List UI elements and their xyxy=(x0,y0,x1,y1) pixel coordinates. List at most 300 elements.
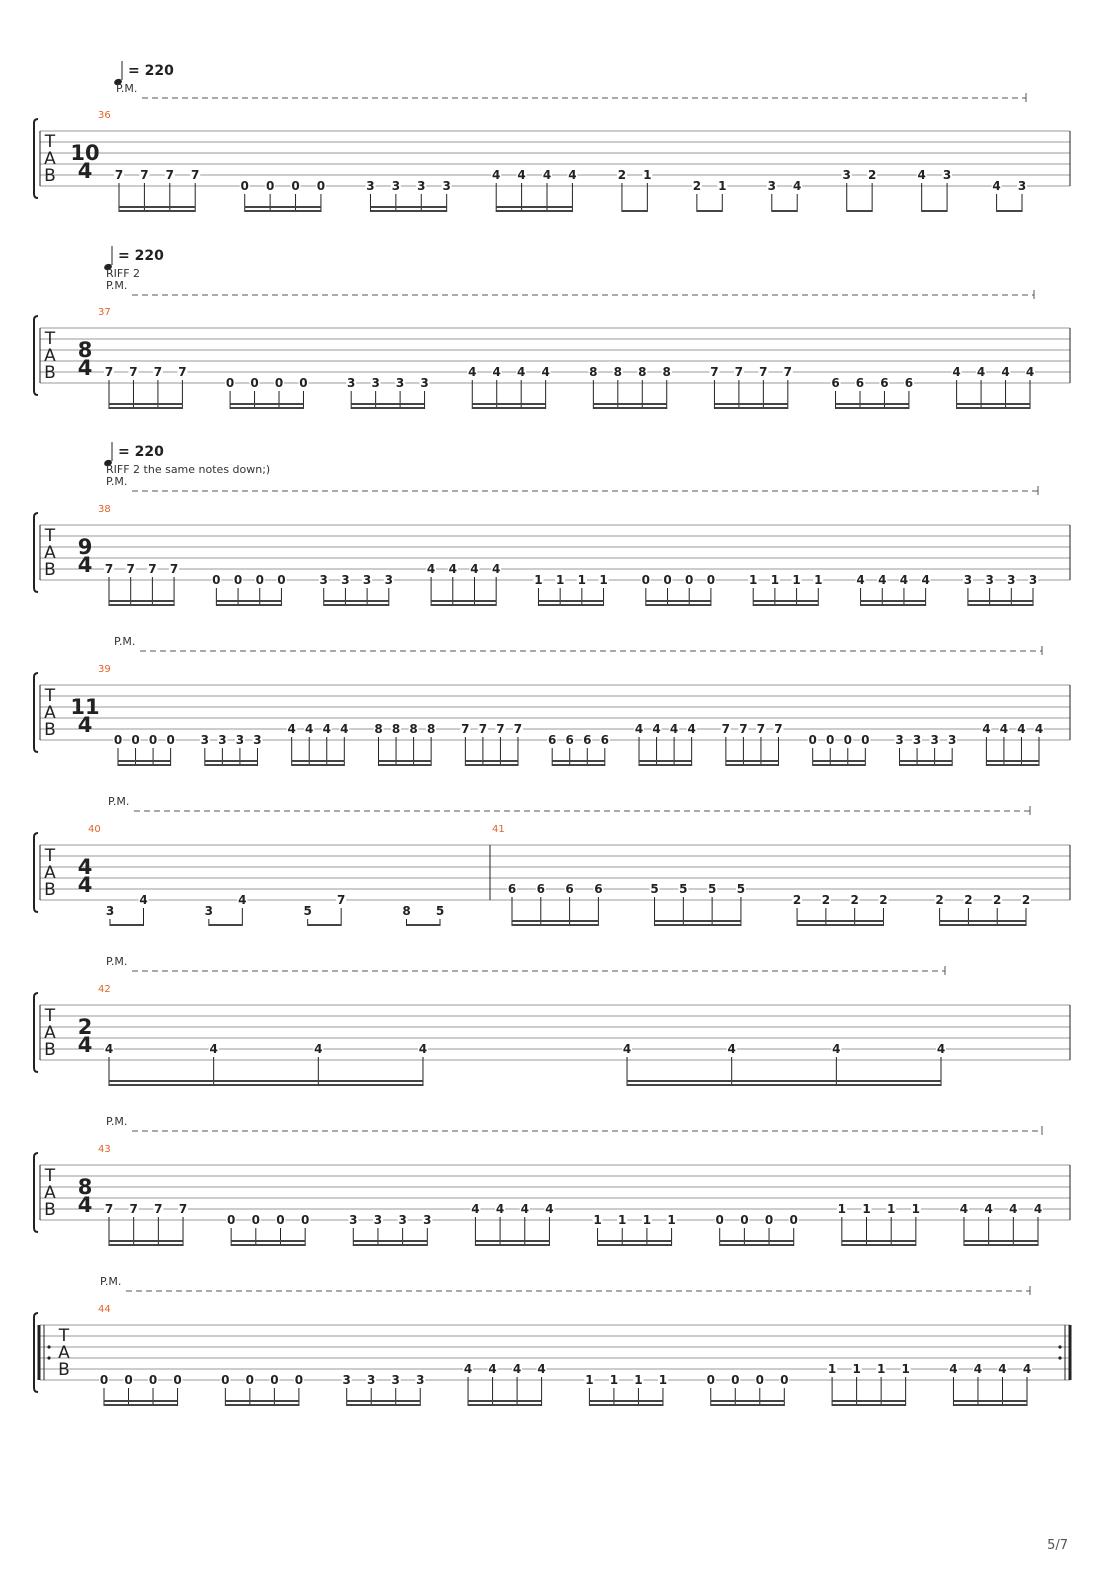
fret-number: 4 xyxy=(793,179,802,193)
fret-number: 4 xyxy=(921,573,930,587)
beam-group xyxy=(342,1373,426,1406)
tab-clef-b: B xyxy=(44,880,56,900)
fret-number: 1 xyxy=(593,1213,602,1227)
fret-number: 0 xyxy=(706,573,716,587)
tab-clef-b: B xyxy=(44,720,56,740)
note-beam xyxy=(655,920,741,922)
fret-number: 7 xyxy=(169,562,179,576)
note-beam xyxy=(711,1400,785,1402)
fret-number: 4 xyxy=(832,1042,841,1056)
fret-number: 4 xyxy=(314,1042,323,1056)
fret-number: 7 xyxy=(126,562,135,576)
beam-group xyxy=(935,893,1031,926)
note-beam xyxy=(753,600,818,602)
beam-group xyxy=(113,733,176,766)
fret-number: 0 xyxy=(113,733,123,747)
note-beam xyxy=(861,600,926,602)
fret-number: 4 xyxy=(418,1042,428,1056)
fret-number: 4 xyxy=(1025,365,1035,379)
fret-number: 3 xyxy=(200,733,210,747)
beam-group xyxy=(593,1213,677,1246)
fret-number: 4 xyxy=(998,1362,1007,1376)
fret-number: 4 xyxy=(1034,722,1044,736)
fret-number: 7 xyxy=(756,722,766,736)
fret-number: 1 xyxy=(876,1362,886,1376)
note-beam xyxy=(598,1240,672,1242)
note-beam xyxy=(245,210,321,212)
fret-number: 7 xyxy=(104,365,114,379)
fret-number: 1 xyxy=(643,168,652,182)
fret-number: 4 xyxy=(949,1362,958,1376)
note-beam xyxy=(900,760,953,762)
note-beam xyxy=(922,210,947,212)
section-text: RIFF 2 xyxy=(106,267,141,280)
fret-number: 7 xyxy=(734,365,744,379)
measure-number: 38 xyxy=(98,504,111,515)
note-beam xyxy=(589,1404,663,1406)
fret-number: 5 xyxy=(736,882,746,896)
note-beam xyxy=(209,924,243,926)
fret-number: 6 xyxy=(565,733,574,747)
note-beam xyxy=(797,924,883,926)
fret-number: 7 xyxy=(496,722,505,736)
note-beam xyxy=(205,764,258,766)
tab-clef-t: T xyxy=(44,686,56,706)
time-signature-numerator: 4 xyxy=(77,855,93,879)
beam-group xyxy=(303,893,347,926)
beam-group xyxy=(204,893,248,926)
measure-number: 40 xyxy=(88,824,101,835)
beam-group xyxy=(547,733,610,766)
fret-number: 4 xyxy=(568,168,577,182)
time-signature-numerator: 10 xyxy=(70,141,100,165)
note-beam xyxy=(836,403,909,405)
palm-mute-label: P.M. xyxy=(106,475,128,488)
fret-number: 6 xyxy=(904,376,914,390)
time-signature-numerator: 8 xyxy=(77,338,93,362)
note-beam xyxy=(431,600,496,602)
tab-clef-b: B xyxy=(44,560,56,580)
note-beam xyxy=(353,1244,427,1246)
fret-number: 3 xyxy=(930,733,939,747)
repeat-dot xyxy=(1058,1356,1061,1359)
fret-number: 0 xyxy=(294,1373,304,1387)
fret-number: 4 xyxy=(899,573,909,587)
fret-number: 4 xyxy=(952,365,961,379)
fret-number: 7 xyxy=(129,1202,138,1216)
fret-number: 3 xyxy=(912,733,922,747)
beam-group xyxy=(748,573,823,606)
fret-number: 1 xyxy=(887,1202,896,1216)
tab-clef-a: A xyxy=(44,346,56,366)
note-beam xyxy=(351,407,424,409)
fret-number: 6 xyxy=(855,376,865,390)
fret-number: 0 xyxy=(225,376,235,390)
note-beam xyxy=(353,1240,427,1242)
fret-number: 4 xyxy=(470,562,479,576)
note-beam xyxy=(225,1400,299,1402)
measure-number: 44 xyxy=(98,1304,111,1315)
fret-number: 3 xyxy=(423,1213,432,1227)
fret-number: 0 xyxy=(740,1213,749,1227)
fret-number: 4 xyxy=(104,1042,114,1056)
note-beam xyxy=(997,210,1022,212)
fret-number: 3 xyxy=(235,733,245,747)
fret-number: 7 xyxy=(104,1202,114,1216)
fret-number: 3 xyxy=(384,573,393,587)
beam-group xyxy=(319,573,394,606)
fret-number: 1 xyxy=(827,1362,837,1376)
fret-number: 4 xyxy=(238,893,247,907)
fret-number: 5 xyxy=(435,904,445,918)
tab-clef-b: B xyxy=(44,1040,56,1060)
fret-number: 0 xyxy=(300,1213,310,1227)
fret-number: 7 xyxy=(739,722,748,736)
fret-number: 7 xyxy=(774,722,783,736)
note-beam xyxy=(496,206,572,208)
fret-number: 7 xyxy=(148,562,157,576)
fret-number: 5 xyxy=(707,882,717,896)
note-beam xyxy=(538,604,603,606)
note-beam xyxy=(646,600,711,602)
fret-number: 0 xyxy=(226,1213,236,1227)
note-beam xyxy=(109,407,182,409)
system-bracket xyxy=(34,993,38,1072)
beam-group xyxy=(533,573,608,606)
palm-mute-label: P.M. xyxy=(108,795,130,808)
measure-number: 37 xyxy=(98,307,111,318)
fret-number: 4 xyxy=(542,168,552,182)
note-beam xyxy=(119,210,195,212)
repeat-dot xyxy=(47,1345,50,1348)
fret-number: 4 xyxy=(545,1202,554,1216)
fret-number: 8 xyxy=(662,365,671,379)
fret-number: 0 xyxy=(861,733,870,747)
fret-number: 7 xyxy=(783,365,793,379)
fret-number: 8 xyxy=(391,722,401,736)
fret-number: 4 xyxy=(471,1202,480,1216)
fret-number: 3 xyxy=(963,573,973,587)
note-beam xyxy=(231,1240,305,1242)
fret-number: 4 xyxy=(491,562,501,576)
note-beam xyxy=(109,604,174,606)
beam-group xyxy=(348,1213,432,1246)
note-beam xyxy=(347,1400,421,1402)
fret-number: 3 xyxy=(442,179,451,193)
beam-group xyxy=(584,1373,668,1406)
fret-number: 7 xyxy=(710,365,719,379)
fret-number: 3 xyxy=(767,179,776,193)
fret-number: 4 xyxy=(492,168,501,182)
system-bracket xyxy=(34,1153,38,1232)
note-beam xyxy=(109,403,182,405)
note-beam xyxy=(646,604,711,606)
tab-clef-t: T xyxy=(44,526,56,546)
beam-group xyxy=(715,1213,799,1246)
fret-number: 3 xyxy=(346,376,356,390)
tab-system xyxy=(34,635,1070,766)
fret-number: 7 xyxy=(461,722,470,736)
fret-number: 7 xyxy=(153,365,163,379)
beam-group xyxy=(99,1373,183,1406)
fret-number: 4 xyxy=(517,365,526,379)
fret-number: 4 xyxy=(287,722,296,736)
beam-group xyxy=(706,1373,790,1406)
fret-number: 3 xyxy=(362,573,372,587)
palm-mute-label: P.M. xyxy=(100,1275,122,1288)
beam-group xyxy=(401,904,445,926)
beam-group xyxy=(792,893,888,926)
tab-clef-a: A xyxy=(44,149,56,169)
tab-clef-t: T xyxy=(44,132,56,152)
note-beam xyxy=(370,206,446,208)
fret-number: 2 xyxy=(617,168,627,182)
fret-number: 4 xyxy=(520,1202,529,1216)
fret-number: 0 xyxy=(221,1373,230,1387)
beam-group xyxy=(346,376,429,409)
fret-number: 6 xyxy=(880,376,889,390)
note-beam xyxy=(465,764,518,766)
system-bracket xyxy=(34,119,38,198)
tab-clef-b: B xyxy=(58,1360,70,1380)
fret-number: 4 xyxy=(1009,1202,1018,1216)
fret-number: 3 xyxy=(341,573,350,587)
fret-number: 4 xyxy=(976,365,986,379)
note-beam xyxy=(593,403,666,405)
fret-number: 5 xyxy=(303,904,312,918)
fret-number: 8 xyxy=(589,365,598,379)
system-bracket xyxy=(34,673,38,752)
fret-number: 4 xyxy=(448,562,457,576)
tab-clef-a: A xyxy=(44,1023,56,1043)
beam-group xyxy=(226,1213,310,1246)
beam-group xyxy=(895,733,958,766)
note-beam xyxy=(940,920,1026,922)
time-signature-denominator: 4 xyxy=(77,713,93,737)
fret-number: 3 xyxy=(204,904,214,918)
beam-group xyxy=(365,179,451,212)
fret-number: 7 xyxy=(478,722,488,736)
note-beam xyxy=(216,600,281,602)
palm-mute-label: P.M. xyxy=(106,1115,128,1128)
fret-number: 4 xyxy=(305,722,314,736)
fret-number: 4 xyxy=(984,1202,993,1216)
fret-number: 3 xyxy=(417,179,426,193)
note-beam xyxy=(406,924,440,926)
fret-number: 4 xyxy=(541,365,550,379)
fret-number: 4 xyxy=(1017,722,1026,736)
note-beam xyxy=(697,210,722,212)
fret-number: 7 xyxy=(721,722,731,736)
note-beam xyxy=(379,760,432,762)
tab-clef-t: T xyxy=(44,846,56,866)
fret-number: 4 xyxy=(488,1362,497,1376)
tempo-marking: = 220 xyxy=(128,63,174,79)
note-beam xyxy=(753,604,818,606)
fret-number: 6 xyxy=(583,733,592,747)
fret-number: 3 xyxy=(371,376,380,390)
beam-group xyxy=(692,179,727,212)
tab-system xyxy=(34,795,1070,926)
tempo-marking: = 220 xyxy=(118,248,164,264)
system-bracket xyxy=(34,513,38,592)
time-signature-denominator: 4 xyxy=(77,1033,93,1057)
fret-number: 0 xyxy=(245,1373,255,1387)
tab-clef-a: A xyxy=(58,1343,70,1363)
fret-number: 2 xyxy=(935,893,944,907)
note-beam xyxy=(118,760,171,762)
tab-clef-a: A xyxy=(44,1183,56,1203)
fret-number: 2 xyxy=(821,893,831,907)
note-beam xyxy=(726,760,779,762)
fret-number: 3 xyxy=(253,733,262,747)
fret-number: 3 xyxy=(942,168,952,182)
fret-number: 3 xyxy=(842,168,851,182)
fret-number: 3 xyxy=(985,573,994,587)
note-beam xyxy=(308,924,342,926)
fret-number: 0 xyxy=(131,733,140,747)
tab-system xyxy=(34,246,1070,409)
fret-number: 1 xyxy=(642,1213,652,1227)
tab-system xyxy=(34,1275,1070,1406)
beam-group xyxy=(963,573,1038,606)
fret-number: 8 xyxy=(402,904,411,918)
fret-number: 5 xyxy=(650,882,659,896)
fret-number: 3 xyxy=(398,1213,407,1227)
fret-number: 2 xyxy=(879,893,888,907)
fret-number: 3 xyxy=(373,1213,383,1227)
note-beam xyxy=(842,1244,916,1246)
fret-number: 8 xyxy=(374,722,383,736)
fret-number: 4 xyxy=(512,1362,522,1376)
fret-number: 0 xyxy=(233,573,243,587)
note-beam xyxy=(205,760,258,762)
fret-number: 4 xyxy=(959,1202,969,1216)
fret-number: 0 xyxy=(663,573,672,587)
fret-number: 7 xyxy=(104,562,114,576)
fret-number: 1 xyxy=(770,573,780,587)
note-beam xyxy=(968,600,1033,602)
note-beam xyxy=(813,760,866,762)
fret-number: 0 xyxy=(316,179,326,193)
fret-number: 4 xyxy=(139,893,148,907)
fret-number: 1 xyxy=(862,1202,871,1216)
note-beam xyxy=(847,210,872,212)
note-beam xyxy=(431,604,496,606)
note-beam xyxy=(468,1400,542,1402)
fret-number: 4 xyxy=(992,179,1001,193)
note-beam xyxy=(957,403,1030,405)
fret-number: 1 xyxy=(555,573,565,587)
note-beam xyxy=(292,764,345,766)
note-beam xyxy=(986,764,1039,766)
fret-number: 0 xyxy=(270,1373,279,1387)
palm-mute-label: P.M. xyxy=(114,635,136,648)
fret-number: 0 xyxy=(780,1373,789,1387)
fret-number: 4 xyxy=(669,722,679,736)
note-beam xyxy=(772,210,797,212)
measure-number: 36 xyxy=(98,110,111,121)
note-beam xyxy=(109,600,174,602)
fret-number: 6 xyxy=(565,882,574,896)
measure-number: 41 xyxy=(492,824,505,835)
note-beam xyxy=(512,924,598,926)
note-beam xyxy=(953,1400,1027,1402)
system-bracket xyxy=(34,1313,38,1392)
fret-number: 0 xyxy=(148,1373,158,1387)
note-beam xyxy=(552,764,605,766)
time-signature-numerator: 9 xyxy=(77,535,93,559)
fret-number: 4 xyxy=(426,562,436,576)
fret-number: 0 xyxy=(299,376,308,390)
note-beam xyxy=(472,407,545,409)
tab-clef-t: T xyxy=(58,1326,70,1346)
fret-number: 4 xyxy=(495,1202,505,1216)
fret-number: 0 xyxy=(808,733,817,747)
fret-number: 0 xyxy=(277,573,286,587)
note-beam xyxy=(593,407,666,409)
note-beam xyxy=(292,760,345,762)
fret-number: 8 xyxy=(426,722,436,736)
fret-number: 2 xyxy=(692,179,702,193)
page-number: 5/7 xyxy=(1047,1538,1068,1553)
note-beam xyxy=(986,760,1039,762)
fret-number: 1 xyxy=(814,573,823,587)
note-beam xyxy=(655,924,741,926)
note-beam xyxy=(538,600,603,602)
fret-number: 0 xyxy=(265,179,275,193)
tab-clef-b: B xyxy=(44,1200,56,1220)
measure-number: 43 xyxy=(98,1144,111,1155)
note-beam xyxy=(324,604,389,606)
fret-number: 4 xyxy=(463,1362,473,1376)
tab-clef-b: B xyxy=(44,363,56,383)
note-beam xyxy=(496,210,572,212)
fret-number: 4 xyxy=(856,573,865,587)
note-beam xyxy=(720,1244,794,1246)
fret-number: 4 xyxy=(322,722,331,736)
note-beam xyxy=(324,600,389,602)
beam-group xyxy=(105,893,149,926)
note-beam xyxy=(832,1400,906,1402)
note-beam xyxy=(104,1400,178,1402)
fret-number: 4 xyxy=(936,1042,946,1056)
time-signature-denominator: 4 xyxy=(77,1193,93,1217)
tab-clef-a: A xyxy=(44,703,56,723)
tab-clef-t: T xyxy=(44,329,56,349)
note-beam xyxy=(726,764,779,766)
note-beam xyxy=(512,920,598,922)
fret-number: 2 xyxy=(850,893,859,907)
fret-number: 3 xyxy=(947,733,957,747)
fret-number: 4 xyxy=(878,573,887,587)
time-signature-denominator: 4 xyxy=(77,356,93,380)
fret-number: 3 xyxy=(395,376,405,390)
time-signature-numerator: 11 xyxy=(70,695,100,719)
note-beam xyxy=(720,1240,794,1242)
note-beam xyxy=(119,206,195,208)
note-beam xyxy=(110,924,144,926)
fret-number: 0 xyxy=(764,1213,774,1227)
fret-number: 0 xyxy=(212,573,221,587)
note-beam xyxy=(627,1080,941,1082)
fret-number: 6 xyxy=(831,376,840,390)
fret-number: 1 xyxy=(667,1213,676,1227)
fret-number: 4 xyxy=(492,365,501,379)
time-signature-denominator: 4 xyxy=(77,553,93,577)
note-beam xyxy=(639,760,692,762)
fret-number: 0 xyxy=(255,573,264,587)
